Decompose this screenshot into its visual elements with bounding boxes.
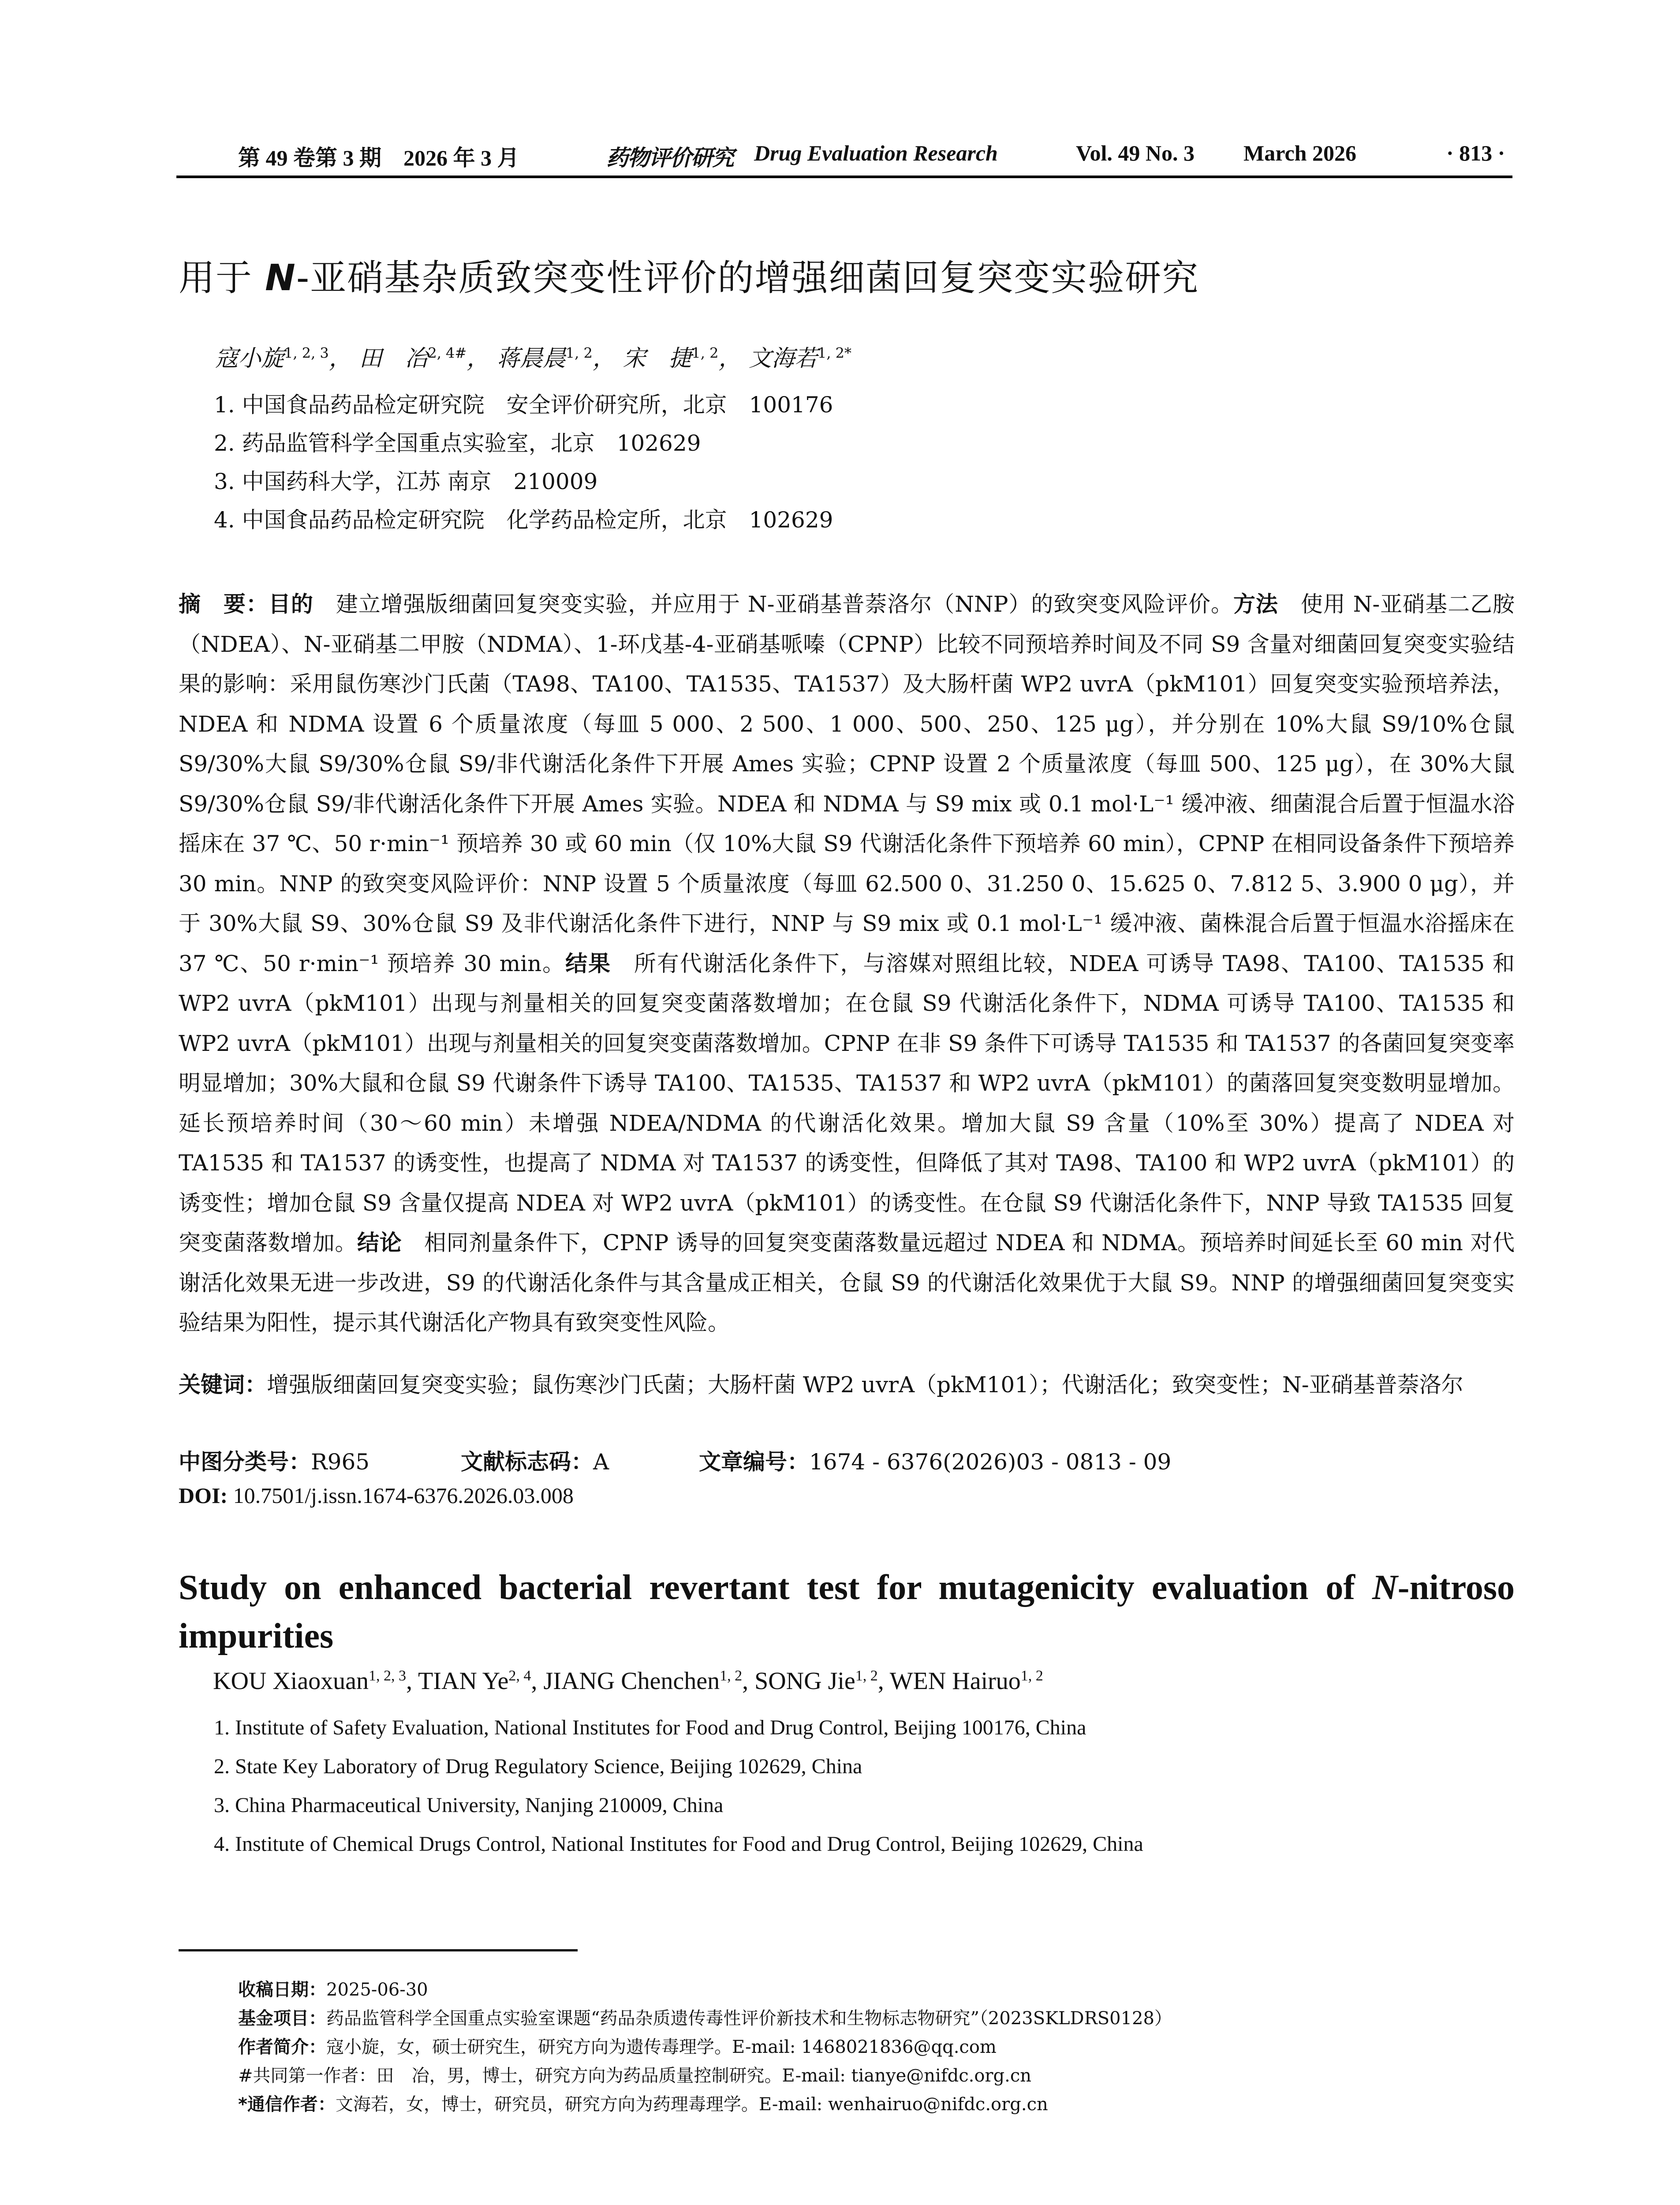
footnote-author-bio [238,2033,997,2058]
title-cn-prefix: 用于 [179,257,265,299]
running-header [176,140,1512,176]
methods-label: 方法 [1233,591,1278,617]
footnote-label: 收稿日期： [238,1980,326,2000]
footnote-corresponding-author [238,2090,1048,2115]
affiliation-cn: 3. 中国药科大学，江苏 南京 210009 [214,469,598,494]
doi [179,1483,574,1508]
author-en [418,1667,531,1695]
journal-logo: 药物评价研究 [606,145,733,171]
conclusion-text: 相同剂量条件下，CPNP 诱导的回复突变菌落数量远超过 NDEA 和 NDMA。预培养时间延长至 60 min 对代谢活化效果无进一步改进，S9 的代谢活化条件与其含量成正相关，仓鼠 S9 的代谢活化效果优于大鼠 S9。NNP 的增强细菌回复突变实验结果为阳性，提示其代谢活化产物具有致突变性风险。 [179,1230,1515,1335]
header-date-en: March 2026 [1243,141,1356,165]
author-name: SONG Jie [754,1667,855,1695]
clc-value: R965 [311,1449,370,1475]
author-name: 寇小旋 [215,345,284,372]
affiliation-en: 2. State Key Laboratory of Drug Regulatory Science, Beijing 102629, China [214,1755,862,1778]
authors-en: KOU Xiaoxuan$^{1, 2, 3}$, TIAN Ye$^{2, 4}$, JIANG Chenchen$^{1, 2}$, SONG Jie$^{1, 2}$, WEN Hairuo$^{1, 2}$ [213,1667,1043,1695]
affiliation-en: 3. China Pharmaceutical University, Nanjing 210009, China [214,1794,724,1817]
keywords [179,1365,1515,1405]
title-en-italic: N [1372,1568,1398,1607]
author-sup: 1, 2, 3 [284,344,329,362]
footnote-label: 基金项目： [238,2008,326,2029]
doi-label: DOI: [179,1483,228,1508]
author-name: 宋 捷 [623,345,692,372]
affiliation-en: 1. Institute of Safety Evaluation, National Institutes for Food and Drug Control, Beijing 100176, China [214,1716,1086,1739]
author-sup: 2, 4# [428,344,467,362]
document-code [461,1444,699,1476]
abstract-label: 摘 要： [179,591,269,617]
author-cn [215,345,329,372]
affiliation-cn: 2. 药品监管科学全国重点实验室，北京 102629 [214,430,701,456]
author-name: TIAN Ye [418,1667,509,1695]
conclusion-label: 结论 [357,1230,402,1256]
footnote-label: *通信作者： [238,2094,336,2115]
clc-label: 中图分类号： [179,1449,311,1475]
article-title-en [179,1563,1515,1660]
author-sup: 1, 2 [720,1667,743,1684]
footnote-text: 田 冶，男，博士，研究方向为药品质量控制研究。E-mail: tianye@nifdc.org.cn [376,2066,1032,2086]
author-sup: 1, 2 [1020,1667,1043,1684]
affiliation-en: 4. Institute of Chemical Drugs Control, National Institutes for Food and Drug Control, Beijing 102629, China [214,1832,1143,1856]
affiliation-cn: 4. 中国食品药品检定研究院 化学药品检定所，北京 102629 [214,507,833,533]
clc-number [179,1444,461,1476]
author-en [543,1667,742,1695]
author-sup: 1, 2 [691,344,719,362]
keywords-text: 增强版细菌回复突变实验；鼠伤寒沙门氏菌；大肠杆菌 WP2 uvrA（pkM101）；代谢活化；致突变性；N-亚硝基普萘洛尔 [267,1372,1463,1398]
header-volume-en: Vol. 49 No. 3 [1076,141,1195,165]
page-number: · 813 · [1446,141,1505,165]
author-name: KOU Xiaoxuan [213,1667,369,1695]
author-sup: 1, 2 [565,344,593,362]
doi-link[interactable]: 10.7501/j.issn.1674-6376.2026.03.008 [233,1483,574,1508]
doc-code-label: 文献标志码： [461,1449,593,1475]
title-en-rest: -nitroso impurities [179,1568,1515,1656]
title-cn-rest: -亚硝基杂质致突变性评价的增强细菌回复突变实验研究 [296,257,1199,299]
author-name: 文海若 [748,345,818,372]
author-sup: 1, 2, 3 [369,1667,407,1684]
article-no-label: 文章编号： [699,1449,809,1475]
author-sup: 1, 2* [817,344,852,362]
author-name: WEN Hairuo [889,1667,1021,1695]
footnote-funding [238,2004,1172,2029]
affiliation-cn: 1. 中国食品药品检定研究院 安全评价研究所，北京 100176 [214,392,833,418]
title-en-main: Study on enhanced bacterial revertant test for mutagenicity evaluation of [179,1568,1373,1607]
author-cn [359,345,467,372]
methods-text: 使用 N-亚硝基二乙胺（NDEA）、N-亚硝基二甲胺（NDMA）、1-环戊基-4-亚硝基哌嗪（CPNP）比较不同预培养时间及不同 S9 含量对细菌回复突变实验结果的影响：采用鼠伤寒沙门氏菌（TA98、TA100、TA1535、TA1537）及大肠杆菌 WP2 uvrA（pkM101）回复突变实验预培养法，NDEA 和 NDMA 设置 6 个质量浓度（每皿 5 000、2 500、1 000、500、250、125 μg），并分别在 10%大鼠 S9/10%仓鼠 S9/30%大鼠 S9/30%仓鼠 S9/非代谢活化条件下开展 Ames 实验；CPNP 设置 2 个质量浓度（每皿 500、125 μg），在 30%大鼠 S9/30%仓鼠 S9/非代谢活化条件下开展 Ames 实验。NDEA 和 NDMA 与 S9 mix 或 0.1 mol·L⁻¹ 缓冲液、细菌混合后置于恒温水浴摇床在 37 ℃、50 r·min⁻¹ 预培养 30 或 60 min（仅 10%大鼠 S9 代谢活化条件下预培养 60 min），CPNP 在相同设备条件下预培养 30 min。NNP 的致突变风险评价：NNP 设置 5 个质量浓度（每皿 62.500 0、31.250 0、15.625 0、7.812 5、3.900 0 μg），并于 30%大鼠 S9、30%仓鼠 S9 及非代谢活化条件下进行，NNP 与 S9 mix 或 0.1 mol·L⁻¹ 缓冲液、菌株混合后置于恒温水浴摇床在 37 ℃、50 r·min⁻¹ 预培养 30 min。 [179,591,1515,976]
doc-code-value: A [593,1449,609,1475]
objective-text: 建立增强版细菌回复突变实验，并应用于 N-亚硝基普萘洛尔（NNP）的致突变风险评价。 [313,591,1233,617]
author-name: 田 冶 [359,345,428,372]
footnote-co-first-author [238,2062,1031,2087]
footnote-received [238,1976,428,2001]
results-text: 所有代谢活化条件下，与溶媒对照组比较，NDEA 可诱导 TA98、TA100、TA1535 和 WP2 uvrA（pkM101）出现与剂量相关的回复突变菌落数增加；在仓鼠 S9 代谢活化条件下，NDMA 可诱导 TA100、TA1535 和 WP2 uvrA（pkM101）出现与剂量相关的回复突变菌落数增加。CPNP 在非 S9 条件下可诱导 TA1535 和 TA1537 的各菌回复突变率明显增加；30%大鼠和仓鼠 S9 代谢条件下诱导 TA100、TA1535、TA1537 和 WP2 uvrA（pkM101）的菌落回复突变数明显增加。延长预培养时间（30～60 min）未增强 NDEA/NDMA 的代谢活化效果。增加大鼠 S9 含量（10%至 30%）提高了 NDEA 对 TA1535 和 TA1537 的诱变性，也提高了 NDMA 对 TA1537 的诱变性，但降低了其对 TA98、TA100 和 WP2 uvrA（pkM101）的诱变性；增加仓鼠 S9 含量仅提高 NDEA 对 WP2 uvrA（pkM101）的诱变性。在仓鼠 S9 代谢活化条件下，NNP 导致 TA1535 回复突变菌落数增加。 [179,950,1515,1256]
objective-label: 目的 [268,591,314,617]
header-rule [176,176,1512,178]
author-en [890,1667,1043,1695]
results-label: 结果 [565,950,611,976]
author-cn [497,345,593,372]
author-sup: 1, 2 [855,1667,878,1684]
author-name: 蒋晨晨 [497,345,566,372]
footnote-text: 寇小旋，女，硕士研究生，研究方向为遗传毒理学。E-mail: 1468021836@qq.com [326,2037,997,2057]
keywords-label: 关键词： [179,1372,267,1398]
header-issue-cn: 第 49 卷第 3 期 2026 年 3 月 [238,146,519,170]
article-title-cn [179,249,1199,301]
footnote-text: 2025-06-30 [326,1980,428,2000]
author-sup: 2, 4 [508,1667,531,1684]
classification-row [179,1444,1171,1476]
author-cn [749,345,851,372]
footnote-label: #共同第一作者： [238,2066,377,2086]
author-en [754,1667,878,1695]
footnote-rule [179,1949,578,1951]
author-en [213,1667,406,1695]
header-journal-en: Drug Evaluation Research [754,141,998,165]
footnote-label: 作者简介： [238,2037,326,2057]
title-cn-italic: N [265,257,296,299]
article-number [699,1444,1171,1476]
author-cn [623,345,718,372]
footnote-text: 药品监管科学全国重点实验室课题“药品杂质遗传毒性评价新技术和生物标志物研究”（2023SKLDRS0128） [326,2008,1172,2029]
abstract-cn [179,584,1515,1343]
author-name: JIANG Chenchen [543,1667,720,1695]
authors-cn: 寇小旋$^{1, 2, 3}$， 田 冶$^{2, 4\#}$， 蒋晨晨$^{1, 2}$， 宋 捷$^{1, 2}$， 文海若$^{1, 2*}$ [215,344,852,372]
footnote-text: 文海若，女，博士，研究员，研究方向为药理毒理学。E-mail: wenhairuo@nifdc.org.cn [335,2094,1048,2115]
article-no-value: 1674 - 6376(2026)03 - 0813 - 09 [809,1449,1172,1475]
